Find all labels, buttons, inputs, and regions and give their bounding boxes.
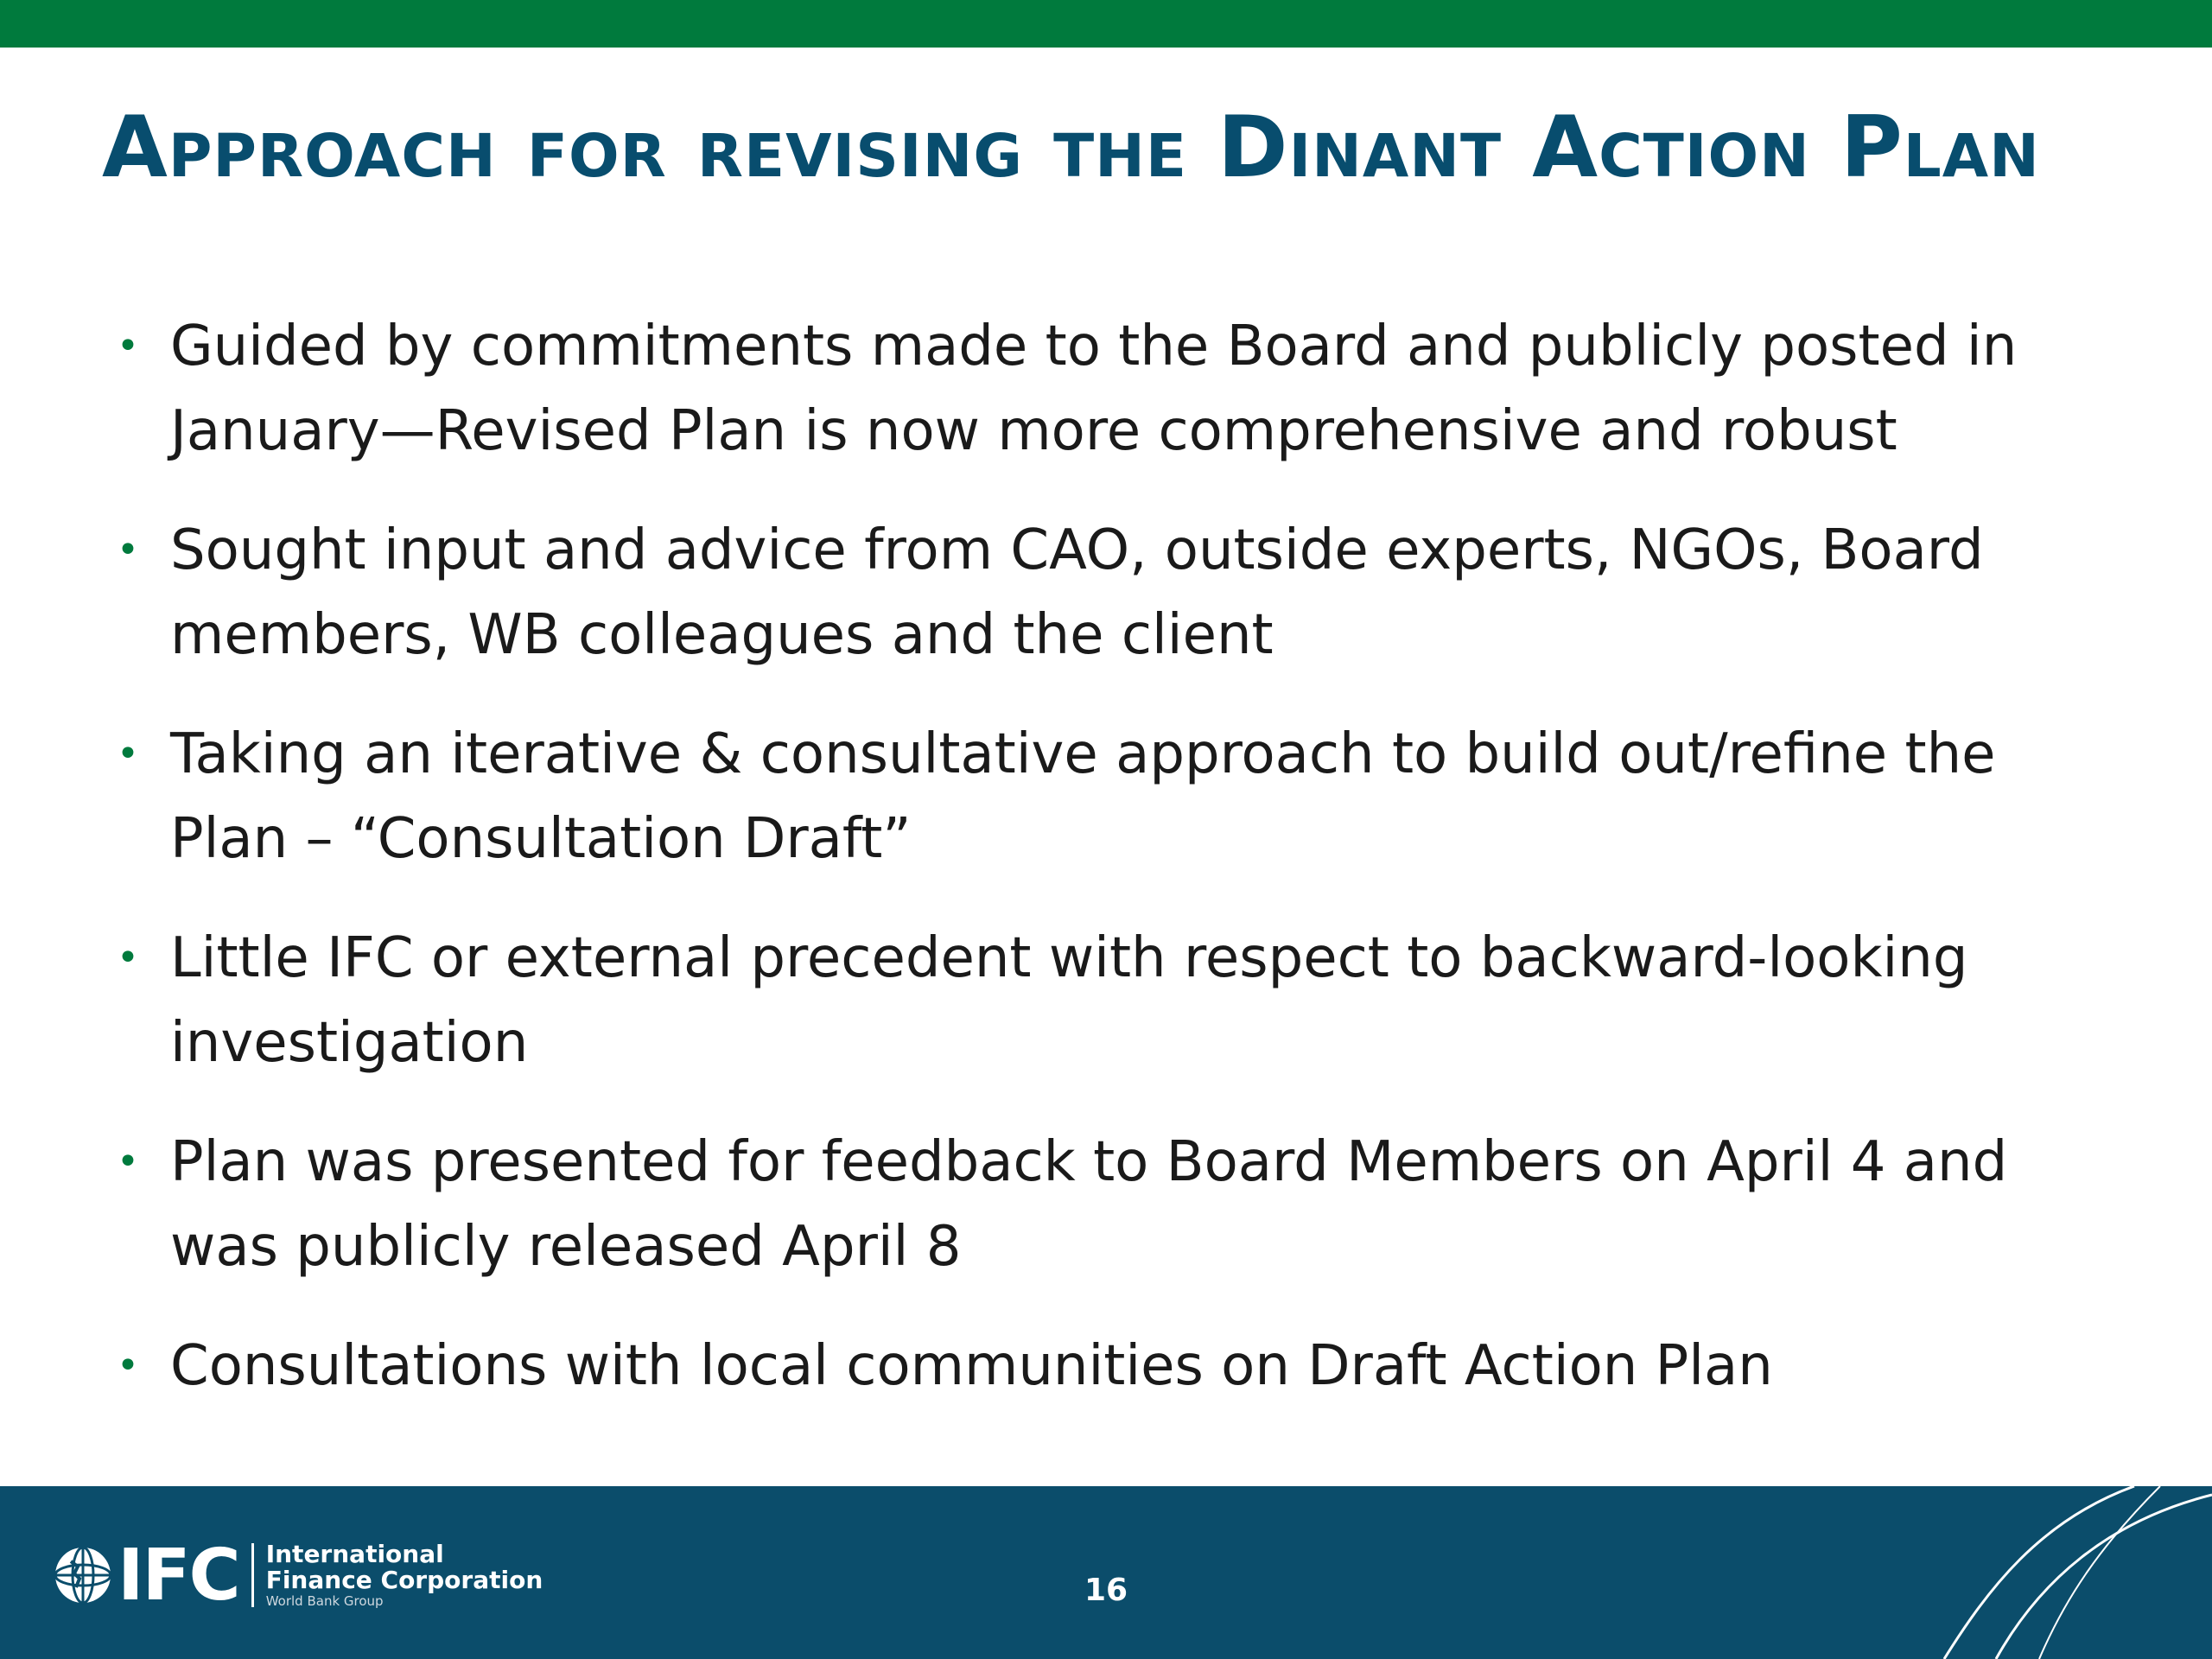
page-number: 16 — [1084, 1573, 1128, 1608]
bullet-list — [117, 304, 2130, 1443]
bullet-item — [117, 304, 2130, 474]
logo-text — [266, 1541, 543, 1609]
bullet-text: Taking an iterative & consultative approach to build out/refine the Plan – “Consultation Draft” — [170, 722, 1996, 871]
bullet-text: Plan was presented for feedback to Board Members on April 4 and was publicly released April 8 — [170, 1130, 2008, 1279]
bullet-item — [117, 712, 2130, 881]
bullet-marker: • — [117, 1140, 139, 1184]
bullet-marker: • — [117, 528, 139, 572]
bullet-item — [117, 1324, 2130, 1408]
footer-band — [0, 1486, 2212, 1659]
bullet-item — [117, 508, 2130, 677]
bullet-marker: • — [117, 936, 139, 980]
top-accent-bar — [0, 0, 2212, 48]
logo-line-international: International — [265, 1540, 444, 1568]
bullet-marker: • — [117, 1344, 139, 1388]
bullet-text: Consultations with local communities on Draft Action Plan — [170, 1334, 1773, 1398]
bullet-marker: • — [117, 324, 139, 368]
bullet-text: Guided by commitments made to the Board and publicly posted in January—Revised Plan is now more comprehensive and robust — [170, 315, 2018, 463]
globe-icon — [52, 1544, 114, 1606]
bullet-marker: • — [117, 732, 139, 776]
ifc-logo — [52, 1534, 543, 1617]
logo-line-finance-corporation: Finance Corporation — [265, 1566, 543, 1594]
ifc-wordmark: IFC — [118, 1534, 239, 1617]
bullet-text: Little IFC or external precedent with respect to backward-looking investigation — [170, 926, 1968, 1075]
bullet-item — [117, 1120, 2130, 1289]
bullet-text: Sought input and advice from CAO, outside experts, NGOs, Board members, WB colleagues and the client — [170, 518, 1984, 667]
slide-title: Approach for revising the Dinant Action Plan — [102, 99, 2040, 197]
decorative-swoosh — [1936, 1486, 2212, 1659]
logo-divider — [251, 1543, 254, 1607]
bullet-item — [117, 916, 2130, 1085]
logo-line-world-bank-group: World Bank Group — [265, 1593, 384, 1609]
